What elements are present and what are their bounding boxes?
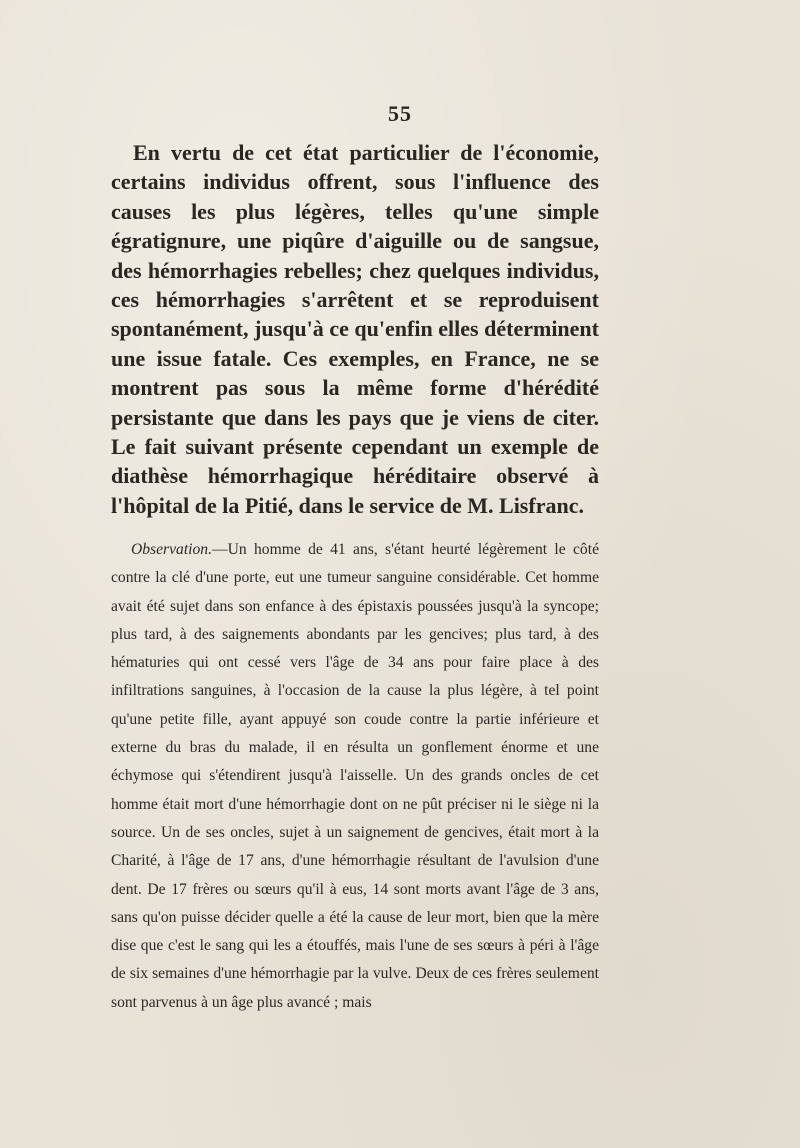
observation-paragraph	[111, 536, 599, 1017]
observation-label: Observation.	[131, 541, 212, 558]
page-number: 55	[388, 101, 412, 126]
observation-text: —Un homme de 41 ans, s'étant heurté légèrement le côté contre la clé d'une porte, eut une tumeur sanguine considérable. Cet homme avait été sujet dans son enfance à des épistaxis poussées jusqu'à la syncope; plus tard, à des saignements abondants par les gencives; plus tard, à des hématuries qui ont cessé vers l'âge de 34 ans pour faire place à des infiltrations sanguines, à l'occasion de la cause la plus légère, à tel point qu'une petite fille, ayant appuyé son coude contre la partie inférieure et externe du bras du malade, il en résulta un gonflement énorme et une échymose qui s'étendirent jusqu'à l'aisselle. Un des grands oncles de cet homme était mort d'une hémorrhagie dont on ne pût préciser ni le siège ni la source. Un de ses oncles, sujet à un saignement de gencives, était mort à la Charité, à l'âge de 17 ans, d'une hémorrhagie résultant de l'avulsion d'une dent. De 17 frères ou sœurs qu'il à eus, 14 sont morts avant l'âge de 3 ans, sans qu'on puisse décider quelle a été la cause de leur mort, bien que la mère dise que c'est le sang qui les a étouffés, mais l'une de ses sœurs à péri à l'âge de six semaines d'une hémorrhagie par la vulve. Deux de ces frères seulement sont parvenus à un âge plus avancé ; mais	[111, 541, 599, 1011]
main-paragraph: En vertu de cet état particulier de l'économie, certains individus offrent, sous l'influence des causes les plus légères, telles qu'une simple égratignure, une piqûre d'aiguille ou de sangsue, des hémorrhagies rebelles; chez quelques individus, ces hémorrhagies s'arrêtent et se reproduisent spontanément, jusqu'à ce qu'enfin elles déterminent une issue fatale. Ces exemples, en France, ne se montrent pas sous la même forme d'hérédité persistante que dans les pays que je viens de citer. Le fait suivant présente cependant un exemple de diathèse hémorrhagique héréditaire observé à l'hôpital de la Pitié, dans le service de M. Lisfranc.	[111, 140, 599, 518]
